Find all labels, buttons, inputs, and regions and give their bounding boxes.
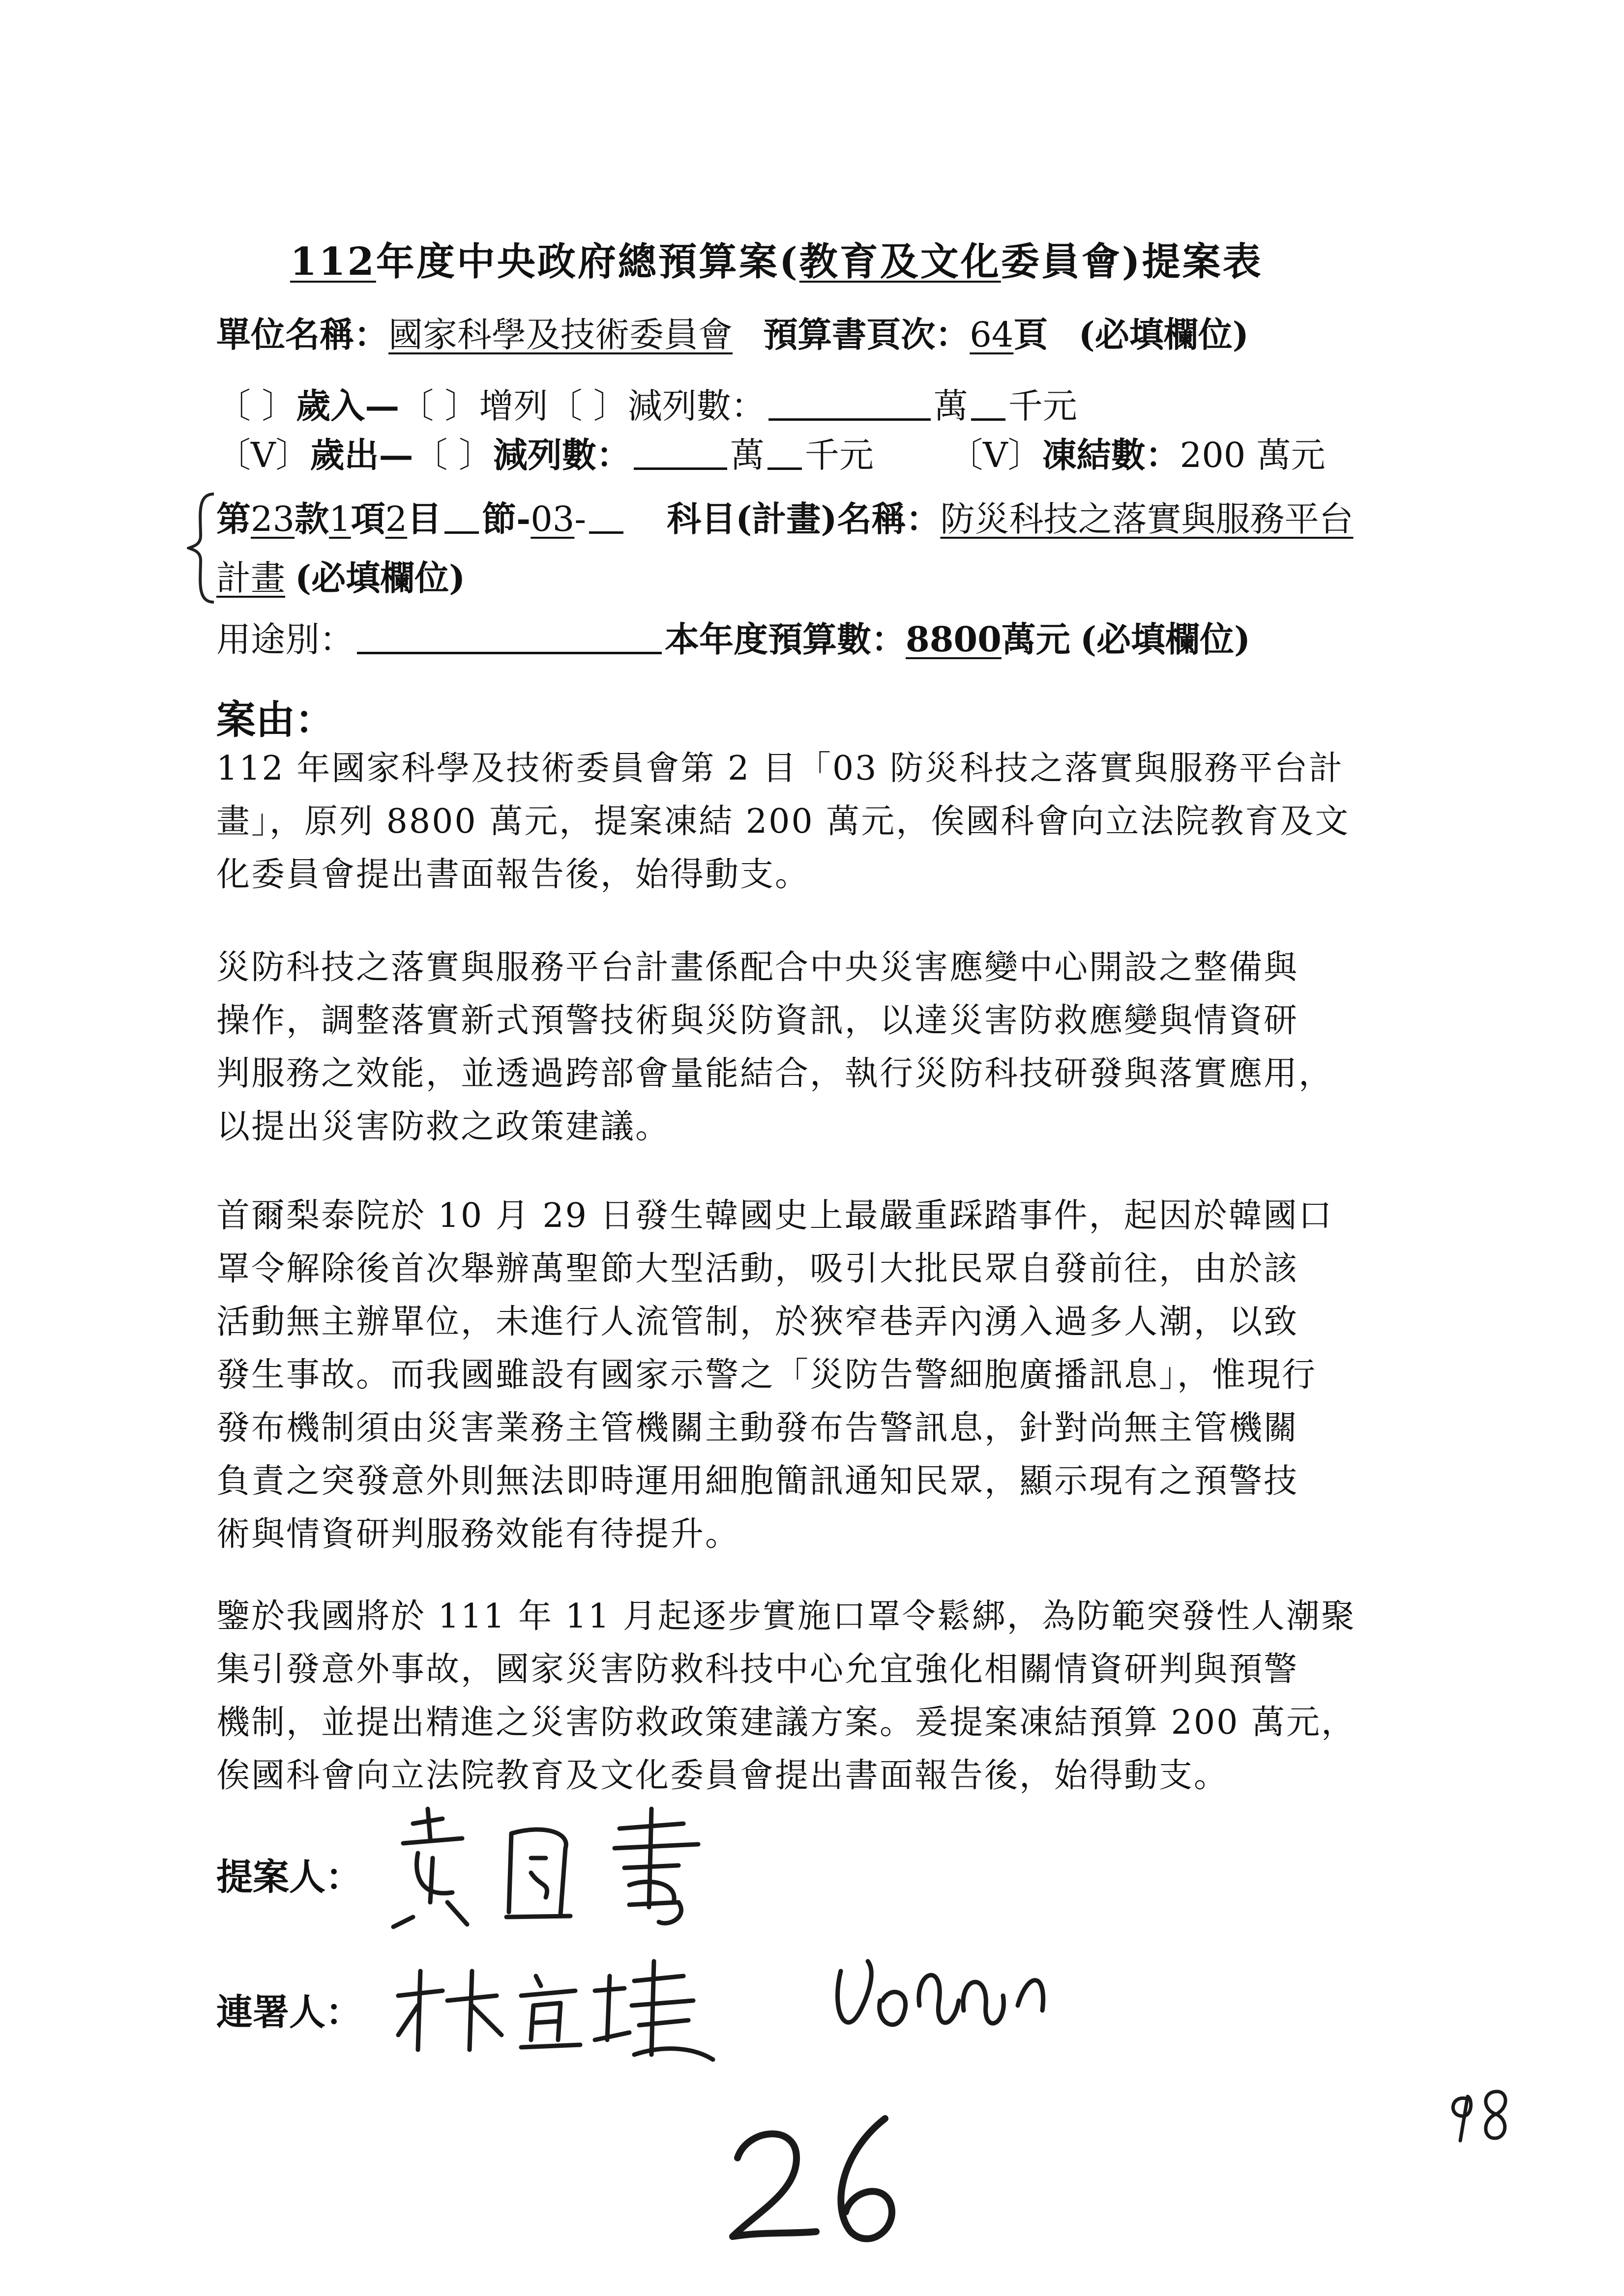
increase-label: 增列 [479, 386, 548, 426]
blank-field [589, 502, 623, 534]
bracket-icon [187, 492, 216, 605]
cosigner-label: 連署人： [216, 1991, 362, 2034]
paragraph-4 [216, 1590, 1356, 1802]
subject-value-1: 防災科技之落實與服務平台 [940, 499, 1354, 539]
budget-unit: 萬元 [1001, 619, 1070, 660]
qian-label: 千元 [1008, 386, 1077, 426]
title-pre: 年度中央政府總預算案( [376, 239, 799, 284]
freeze-label: 凍結數： [1042, 435, 1180, 475]
paragraph-line: 術與情資研判服務效能有待提升。 [216, 1515, 740, 1554]
usage-label: 用途別： [216, 619, 354, 660]
qian-label: 千元 [804, 435, 874, 475]
paragraph-1 [216, 742, 1350, 901]
page-number [1441, 2079, 1519, 2148]
revenue-row [216, 378, 1077, 428]
form-title [290, 231, 1263, 286]
paragraph-line: 首爾梨泰院於 10 月 29 日發生韓國史上最嚴重踩踏事件，起因於韓國口 [216, 1196, 1333, 1235]
checkbox-expense: 〔V〕 [216, 435, 310, 475]
item-row [216, 492, 1353, 541]
checkbox-revenue: 〔 〕 [216, 386, 296, 426]
blank-field [357, 622, 662, 654]
paragraph-line: 112 年國家科學及技術委員會第 2 目「03 防災科技之落實與服務平台計 [216, 749, 1344, 788]
paragraph-3 [216, 1190, 1333, 1561]
revenue-label: 歲入— [296, 385, 400, 426]
paragraph-line: 判服務之效能，並透過跨部會量能結合，執行災防科技研發與落實應用， [216, 1054, 1334, 1093]
page-label: 預算書頁次： [763, 314, 970, 355]
required-note: (必填欄位) [295, 557, 466, 598]
decrease-label: 減列數： [493, 435, 631, 475]
item-dash: - [574, 499, 586, 539]
checkbox-decrease: 〔 〕 [548, 386, 628, 426]
unit-value: 國家科學及技術委員會 [388, 315, 733, 355]
checkbox-decrease: 〔 〕 [413, 435, 493, 475]
required-note: (必填欄位) [1080, 619, 1251, 660]
paragraph-line: 操作，調整落實新式預警技術與災防資訊，以達災害防救應變與情資研 [216, 1001, 1299, 1040]
blank-field [444, 502, 479, 534]
paragraph-line: 發布機制須由災害業務主管機關主動發布告警訊息，針對尚無主管機關 [216, 1409, 1299, 1448]
required-note: (必填欄位) [1078, 314, 1249, 355]
reason-heading: 案由： [216, 697, 334, 743]
paragraph-line: 發生事故。而我國雖設有國家示警之「災防告警細胞廣播訊息」，惟現行 [216, 1356, 1317, 1395]
paragraph-2 [216, 941, 1333, 1154]
proposer-label: 提案人： [216, 1856, 362, 1898]
item-jie: 節- [482, 498, 531, 539]
paragraph-line: 負責之突發意外則無法即時運用細胞簡訊通知民眾，顯示現有之預警技 [216, 1462, 1299, 1501]
checkbox-freeze: 〔V〕 [948, 435, 1042, 475]
expense-label: 歲出— [310, 435, 413, 475]
checkbox-increase: 〔 〕 [399, 386, 479, 426]
expense-row [216, 428, 1326, 477]
paragraph-line: 災防科技之落實與服務平台計畫係配合中央災害應變中心開設之整備與 [216, 948, 1299, 987]
title-year: 112 [290, 239, 376, 284]
item-mu: 目 [407, 498, 442, 539]
wan-label: 萬 [933, 386, 968, 426]
item-mu-num: 2 [385, 499, 408, 539]
unit-row [216, 307, 1249, 357]
cosigner-signature [388, 1942, 1200, 2069]
blank-field [768, 389, 931, 421]
handwritten-number [718, 2099, 924, 2256]
item-row-2 [216, 551, 465, 600]
item-jie-num: 03 [531, 499, 575, 539]
proposer-signature [384, 1804, 757, 1932]
item-di: 第 [216, 498, 251, 539]
paragraph-line: 畫」，原列 8800 萬元，提案凍結 200 萬元，俟國科會向立法院教育及文 [216, 802, 1350, 841]
decrease-label: 減列數： [627, 386, 766, 426]
budget-value: 8800 [906, 619, 1002, 660]
unit-label: 單位名稱： [216, 314, 388, 355]
page-unit: 頁 [1013, 314, 1048, 355]
blank-field [634, 438, 727, 470]
item-kuan: 款 [295, 498, 329, 539]
paragraph-line: 以提出災害防救之政策建議。 [216, 1107, 671, 1146]
title-committee: 教育及文化 [799, 239, 1001, 284]
budget-label: 本年度預算數： [665, 619, 906, 660]
title-post: 委員會)提案表 [1001, 239, 1263, 284]
paragraph-line: 化委員會提出書面報告後，始得動支。 [216, 855, 810, 894]
wan-label: 萬 [730, 435, 765, 475]
page-value: 64 [970, 315, 1014, 355]
paragraph-line: 俟國科會向立法院教育及文化委員會提出書面報告後，始得動支。 [216, 1756, 1229, 1795]
item-xiang: 項 [351, 498, 385, 539]
subject-value-2: 計畫 [216, 558, 285, 598]
paragraph-line: 機制，並提出精進之災害防救政策建議方案。爰提案凍結預算 200 萬元， [216, 1703, 1357, 1742]
blank-field [971, 389, 1005, 421]
freeze-value: 200 萬元 [1180, 435, 1326, 475]
usage-row [216, 612, 1250, 662]
paragraph-line: 罩令解除後首次舉辦萬聖節大型活動，吸引大批民眾自發前往，由於該 [216, 1250, 1299, 1288]
subject-label: 科目(計畫)名稱： [667, 498, 941, 539]
paragraph-line: 鑒於我國將於 111 年 11 月起逐步實施口罩令鬆綁，為防範突發性人潮聚 [216, 1597, 1356, 1636]
paragraph-line: 活動無主辦單位，未進行人流管制，於狹窄巷弄內湧入過多人潮，以致 [216, 1303, 1299, 1341]
blank-field [768, 438, 802, 470]
paragraph-line: 集引發意外事故，國家災害防救科技中心允宜強化相關情資研判與預警 [216, 1650, 1299, 1689]
item-kuan-num: 23 [251, 499, 295, 539]
item-xiang-num: 1 [329, 499, 351, 539]
